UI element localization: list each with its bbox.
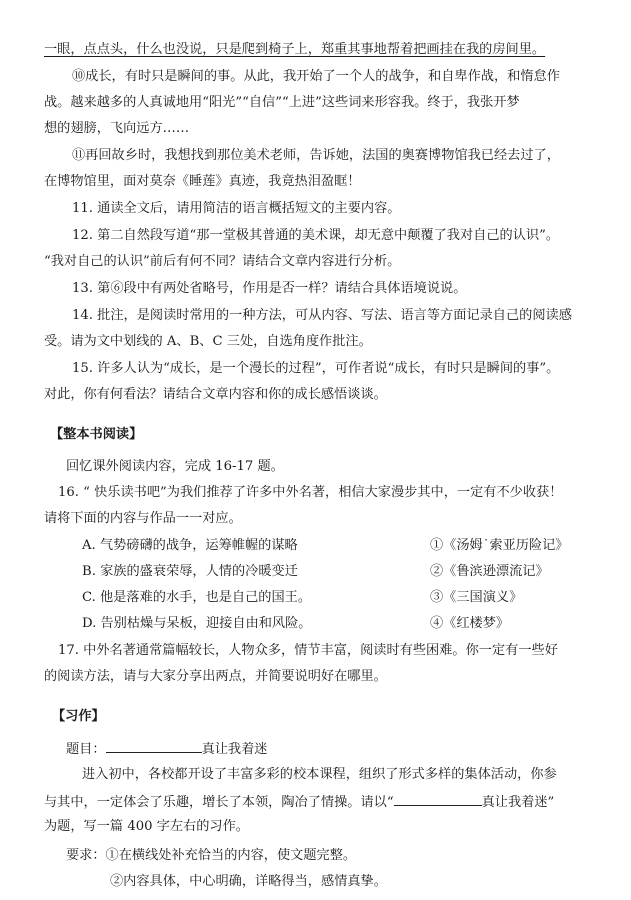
question-14: 14. 批注，是阅读时常用的一种方法，可从内容、写法、语言等方面记录自己的阅读感	[72, 308, 572, 323]
question-15-cont: 对此，你有何看法？请结合文章内容和你的成长感悟谈谈。	[44, 387, 387, 402]
question-14-cont: 受。请为文中划线的 A、B、C 三处，自选角度作批注。	[44, 334, 372, 349]
question-13: 13. 第⑥段中有两处省略号，作用是否一样？请结合具体语境说说。	[72, 281, 467, 296]
title-label: 题目：	[66, 742, 106, 757]
passage-line-underlined: 一眼，点点头，什么也没说，只是爬到椅子上，郑重其事地帮着把画挂在我的房间里。	[44, 42, 546, 57]
composition-prompt-cont	[44, 791, 604, 813]
match-row-a	[82, 536, 631, 556]
title-suffix: 真让我着迷	[201, 742, 268, 757]
passage-line: 战。越来越多的人真诚地用“阳光”“自信”“上进”这些词来形容我。终于，我张开梦	[44, 95, 520, 110]
requirement-2: ②内容具体，中心明确，详略得当，感情真挚。	[110, 874, 387, 889]
prompt-blank	[394, 791, 482, 806]
match-book-4: ④《红楼梦》	[430, 616, 510, 631]
prompt-text: 与其中，一定体会了乐趣，增长了本领，陶冶了情操。请以“	[44, 795, 394, 810]
passage-line: 在博物馆里，面对莫奈《睡莲》真迹，我竟热泪盈眶！	[44, 174, 361, 189]
question-11: 11. 通读全文后，请用简洁的语言概括短文的主要内容。	[72, 201, 401, 216]
match-book-1: ①《汤姆˙索亚历险记》	[430, 538, 569, 553]
question-16-cont: 请将下面的内容与作品一一对应。	[44, 511, 242, 526]
section-heading-composition: 【习作】	[52, 709, 105, 724]
prompt-suffix: 真让我着迷”	[481, 795, 555, 810]
composition-prompt: 进入初中，各校都开设了丰富多彩的校本课程，组织了形式多样的集体活动，你参	[82, 767, 557, 782]
composition-prompt-end: 为题，写一篇 400 字左右的习作。	[44, 819, 249, 834]
match-row-b	[82, 562, 631, 582]
question-15: 15. 许多人认为“成长，是一个漫长的过程”，可作者说“成长，有时只是瞬间的事”。	[72, 361, 560, 376]
question-16: 16. “ 快乐读书吧”为我们推荐了许多中外名著，相信大家漫步其中，一定有不少收获！	[58, 485, 563, 500]
match-book-2: ②《鲁滨逊漂流记》	[430, 564, 549, 579]
composition-title	[66, 738, 626, 760]
passage-paragraph-10: ⑩成长，有时只是瞬间的事。从此，我开始了一个人的战争，和自卑作战，和惰怠作	[72, 69, 560, 84]
passage-paragraph-11: ⑪再回故乡时，我想找到那位美术老师，告诉她，法国的奥赛博物馆我已经去过了，	[72, 148, 560, 163]
match-item-d: D. 告别枯燥与呆板，迎接自由和风险。	[82, 616, 312, 631]
match-item-b: B. 家族的盛衰荣辱，人情的冷暖变迁	[82, 564, 298, 579]
question-12: 12. 第二自然段写道“那一堂极其普通的美术课，却无意中颠覆了我对自己的认识”。	[72, 228, 560, 243]
match-row-c	[82, 588, 631, 608]
title-blank	[106, 738, 202, 753]
question-12-cont: “我对自己的认识”前后有何不同？请结合文章内容进行分析。	[44, 254, 401, 269]
section-heading-whole-book: 【整本书阅读】	[50, 427, 143, 442]
match-book-3: ③《三国演义》	[430, 590, 523, 605]
passage-line: 想的翅膀，飞向远方……	[44, 121, 190, 136]
match-item-c: C. 他是落难的水手，也是自己的国王。	[82, 590, 312, 605]
section-intro: 回忆课外阅读内容，完成 16-17 题。	[66, 459, 284, 474]
match-item-a: A. 气势磅礴的战争，运筹帷幄的谋略	[82, 538, 298, 553]
question-17: 17. 中外名著通常篇幅较长，人物众多，情节丰富，阅读时有些困难。你一定有一些好	[58, 643, 558, 658]
match-row-d	[82, 614, 631, 634]
requirement-1: 要求：①在横线处补充恰当的内容，使文题完整。	[66, 848, 357, 863]
question-17-cont: 的阅读方法，请与大家分享出两点，并简要说明好在哪里。	[44, 669, 387, 684]
